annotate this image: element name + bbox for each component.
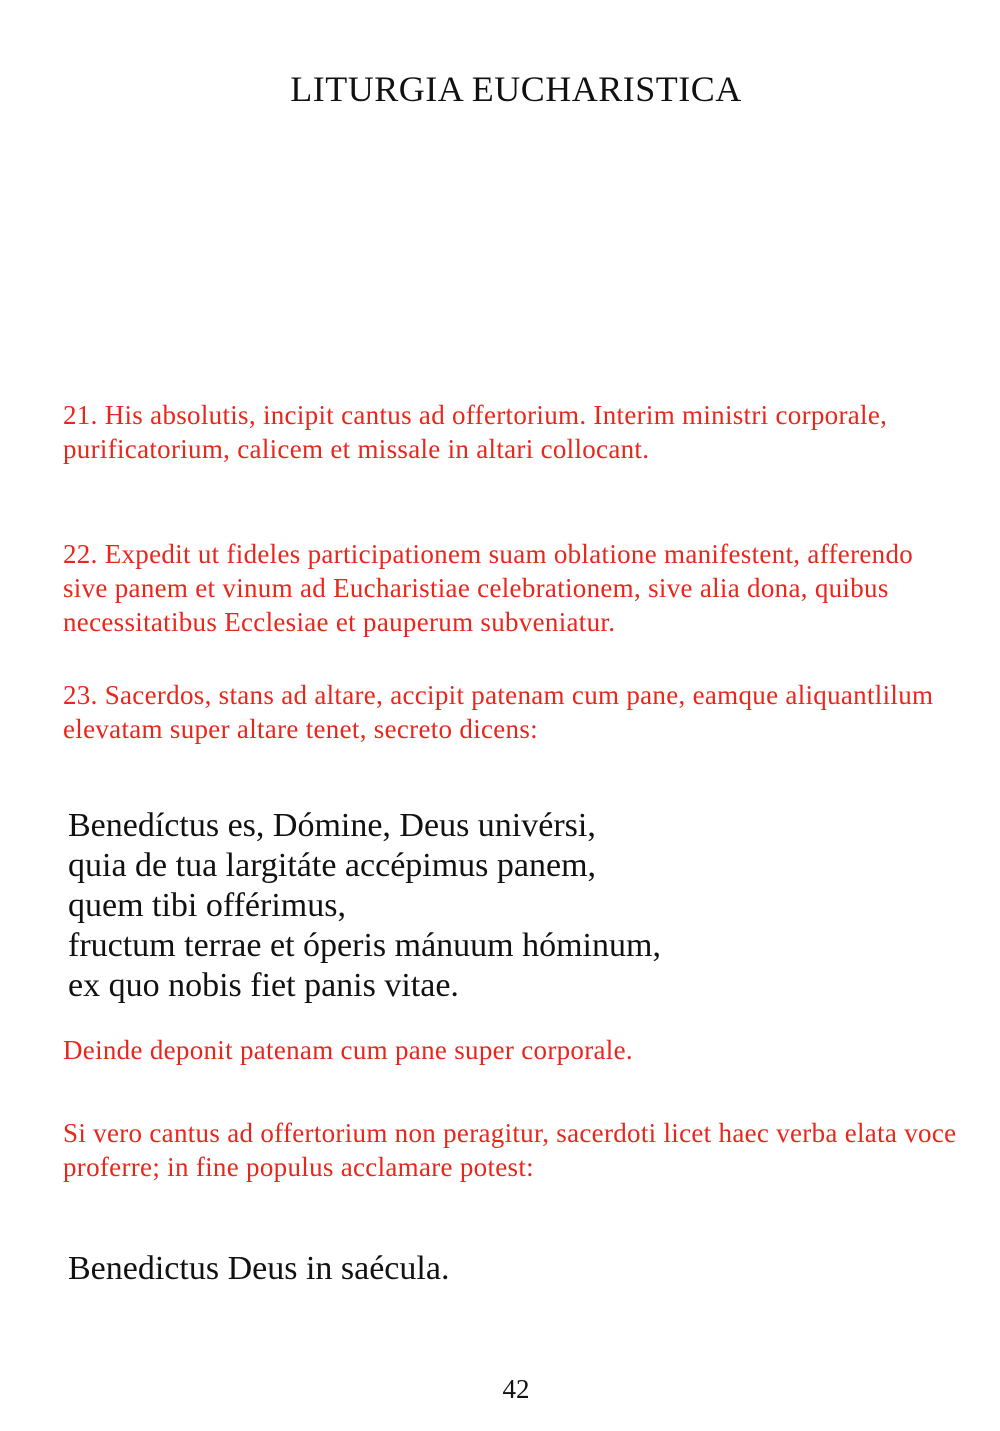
rubric-22-text: 22. Expedit ut fideles participationem suam oblatione manifestent, afferendo sive panem et vinum ad Eucharistiae celebrationem, sive alia dona, quibus necessitatibus Ecclesiae et pauperum subveniatur. (63, 539, 914, 637)
rubric-21-text: 21. His absolutis, incipit cantus ad offertorium. Interim ministri corporale, purificatorium, calicem et missale in altari collocant. (63, 400, 888, 464)
prayer-line: Benedíctus es, Dómine, Deus univérsi, (68, 807, 596, 844)
prayer-line: quem tibi offérimus, (68, 887, 346, 924)
prayer-over-bread (68, 806, 948, 1006)
rubric-23-text: 23. Sacerdos, stans ad altare, accipit patenam cum pane, eamque aliquantlilum elevatam super altare tenet, secreto dicens: (63, 680, 934, 744)
rubric-si-vero-text: Si vero cantus ad offertorium non peragitur, sacerdoti licet haec verba elata voce proferre; in fine populus acclamare potest: (63, 1118, 957, 1182)
acclamation-text: Benedictus Deus in saécula. (68, 1250, 450, 1287)
rubric-23 (63, 678, 963, 746)
rubric-21 (63, 398, 963, 466)
prayer-line: quia de tua largitáte accépimus panem, (68, 847, 597, 884)
acclamation (68, 1249, 948, 1289)
rubric-22 (63, 537, 963, 639)
page-title: LITURGIA EUCHARISTICA (290, 69, 742, 109)
prayer-line: fructum terrae et óperis mánuum hóminum, (68, 927, 661, 964)
rubric-si-vero (63, 1116, 963, 1184)
rubric-deinde-text: Deinde deponit patenam cum pane super corporale. (63, 1035, 633, 1065)
page-number: 42 (502, 1374, 530, 1404)
rubric-deinde (63, 1033, 963, 1067)
prayer-line: ex quo nobis fiet panis vitae. (68, 967, 459, 1004)
